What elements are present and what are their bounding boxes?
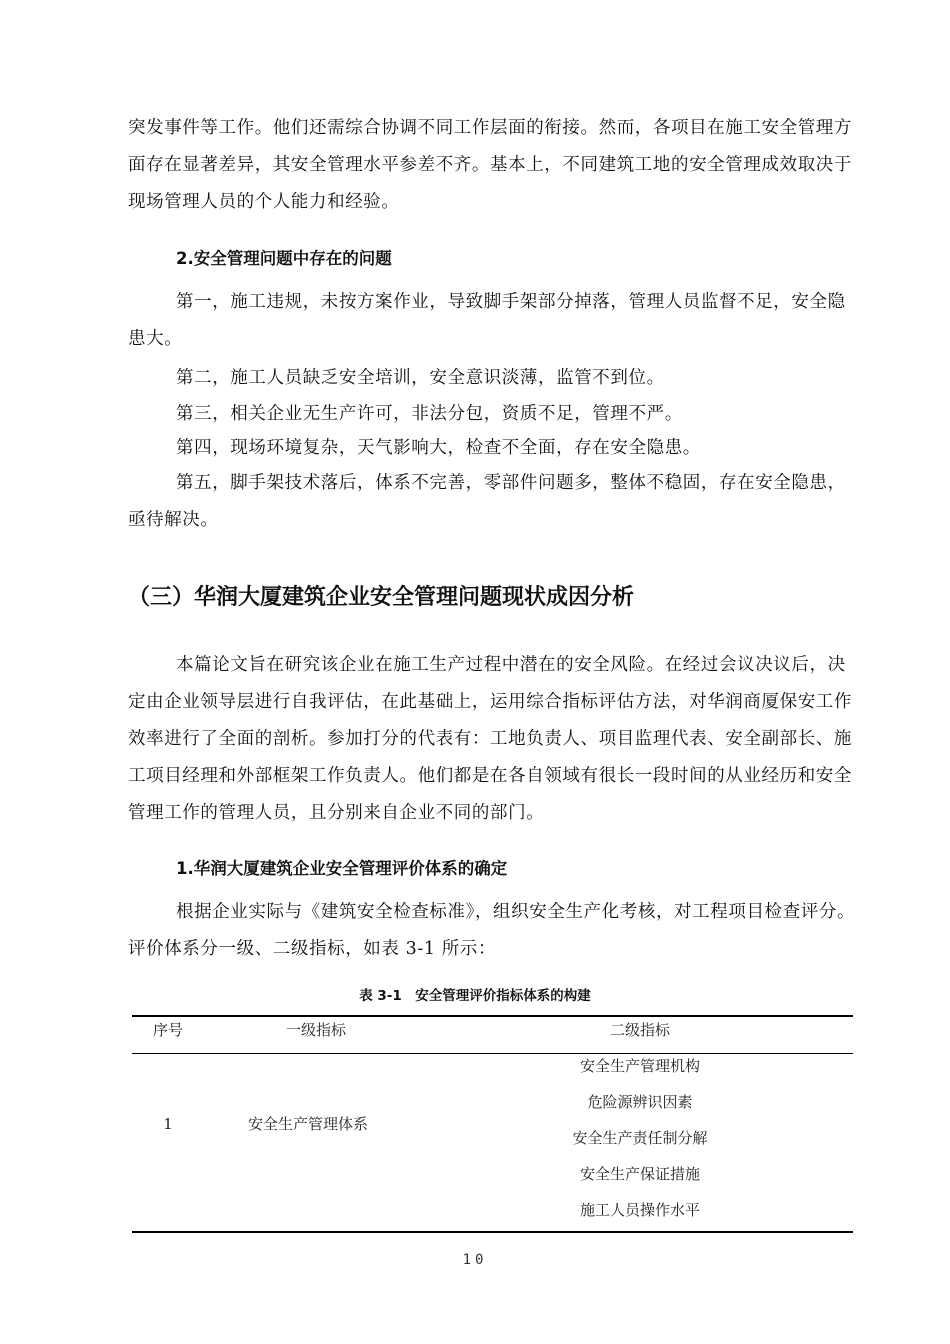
problem-item-3: 第三，相关企业无生产许可，非法分包，资质不足，管理不严。 [176, 404, 683, 424]
problem-item-4: 第四，现场环境复杂，天气影响大，检查不全面，存在安全隐患。 [176, 438, 701, 458]
table-header-rule [132, 1053, 853, 1054]
page-number: 10 [462, 1252, 488, 1268]
row-level1: 安全生产管理体系 [248, 1115, 369, 1133]
evaluation-paragraph: 根据企业实际与《建筑安全检查标准》，组织安全生产化考核，对工程项目检查评分。评价体系分一级、二级指标，如表 3-1 所示： [128, 902, 856, 959]
problem-item-1: 第一，施工违规，未按方案作业，导致脚手架部分掉落，管理人员监督不足，安全隐患大。 [128, 292, 846, 349]
problem-item-2: 第二，施工人员缺乏安全培训，安全意识淡薄，监管不到位。 [176, 368, 665, 388]
intro-paragraph: 突发事件等工作。他们还需综合协调不同工作层面的衔接。然而，各项目在施工安全管理方面存在显著差异，其安全管理水平参差不齐。基本上，不同建筑工地的安全管理成效取决于现场管理人员的个人能力和经验。 [128, 118, 852, 212]
evaluation-heading: 1.华润大厦建筑企业安全管理评价体系的确定 [176, 859, 508, 878]
table-caption: 表 3-1 安全管理评价指标体系的构建 [359, 988, 591, 1004]
header-index: 序号 [152, 1021, 183, 1039]
level2-item: 施工人员操作水平 [579, 1201, 700, 1219]
section-heading: （三）华润大厦建筑企业安全管理问题现状成因分析 [128, 585, 635, 610]
header-level1: 一级指标 [285, 1021, 346, 1039]
header-level2: 二级指标 [609, 1021, 670, 1039]
section-paragraph: 本篇论文旨在研究该企业在施工生产过程中潜在的安全风险。在经过会议决议后，决定由企业领导层进行自我评估，在此基础上，运用综合指标评估方法，对华润商厦保安工作效率进行了全面的剖析。参加打分的代表有：工地负责人、项目监理代表、安全副部长、施工项目经理和外部框架工作负责人。他们都是在各自领域有很长一段时间的从业经历和安全管理工作的管理人员，且分别来自企业不同的部门。 [128, 655, 852, 823]
row-index: 1 [163, 1115, 173, 1133]
level2-item: 安全生产管理机构 [579, 1057, 700, 1075]
table-bottom-rule [132, 1231, 853, 1233]
table-top-rule [132, 1015, 853, 1017]
level2-item: 危险源辨识因素 [587, 1093, 693, 1111]
problem-item-5: 第五，脚手架技术落后，体系不完善，零部件问题多，整体不稳固，存在安全隐患，亟待解决。 [128, 473, 846, 530]
level2-item: 安全生产责任制分解 [572, 1129, 708, 1147]
problems-heading: 2.安全管理问题中存在的问题 [176, 249, 392, 268]
level2-item: 安全生产保证措施 [579, 1165, 700, 1183]
